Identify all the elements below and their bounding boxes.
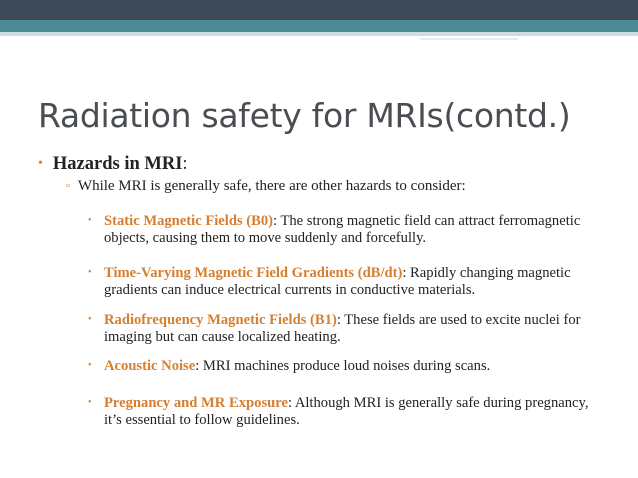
hazard-item-gradients bbox=[88, 265, 608, 299]
bullet-square-icon: ▫ bbox=[66, 180, 70, 192]
header-band-accent bbox=[420, 38, 518, 40]
header-band-teal bbox=[0, 20, 638, 32]
hazard-term: Acoustic Noise bbox=[104, 358, 196, 374]
bullet-dot-icon: • bbox=[88, 215, 92, 226]
bullet-dot-icon: • bbox=[88, 397, 92, 408]
hazard-text: : The strong magnetic field can attract ferromagnetic objects, causing them to move suddenly and forcefully. bbox=[104, 213, 581, 246]
hazard-item-radiofrequency bbox=[88, 312, 608, 346]
bullet-heading: Hazards in MRI bbox=[52, 154, 183, 174]
hazard-item-acoustic bbox=[88, 358, 608, 375]
bullet-dot-icon: • bbox=[88, 267, 92, 278]
hazard-term: Static Magnetic Fields (B0) bbox=[104, 213, 274, 229]
hazard-item-pregnancy bbox=[88, 395, 608, 429]
bullet-dot-icon: • bbox=[88, 314, 92, 325]
bullet-level-1 bbox=[38, 154, 188, 175]
header-band-light bbox=[0, 32, 638, 36]
slide-title: Radiation safety for MRIs(contd.) bbox=[38, 96, 571, 135]
header-band-dark bbox=[0, 0, 638, 20]
hazard-text: : Rapidly changing magnetic gradients can induce electrical currents in conductive materials. bbox=[104, 265, 571, 298]
hazard-term: Radiofrequency Magnetic Fields (B1) bbox=[104, 312, 337, 328]
hazard-term: Time-Varying Magnetic Field Gradients (dB/dt) bbox=[104, 265, 403, 281]
bullet-level-2 bbox=[66, 178, 466, 195]
bullet-dot-icon: • bbox=[88, 360, 92, 371]
bullet-heading-suffix: : bbox=[182, 154, 188, 174]
bullet-dot-icon: • bbox=[38, 156, 43, 171]
hazard-term: Pregnancy and MR Exposure bbox=[104, 395, 288, 411]
hazard-text: : MRI machines produce loud noises during scans. bbox=[195, 358, 491, 374]
bullet-level-2-text: While MRI is generally safe, there are other hazards to consider: bbox=[77, 178, 466, 194]
hazard-item-static-fields bbox=[88, 213, 608, 247]
hazard-text: : Although MRI is generally safe during pregnancy, it’s essential to follow guidelines. bbox=[104, 395, 589, 428]
hazard-text: : These fields are used to excite nuclei for imaging but can cause localized heating. bbox=[104, 312, 581, 345]
